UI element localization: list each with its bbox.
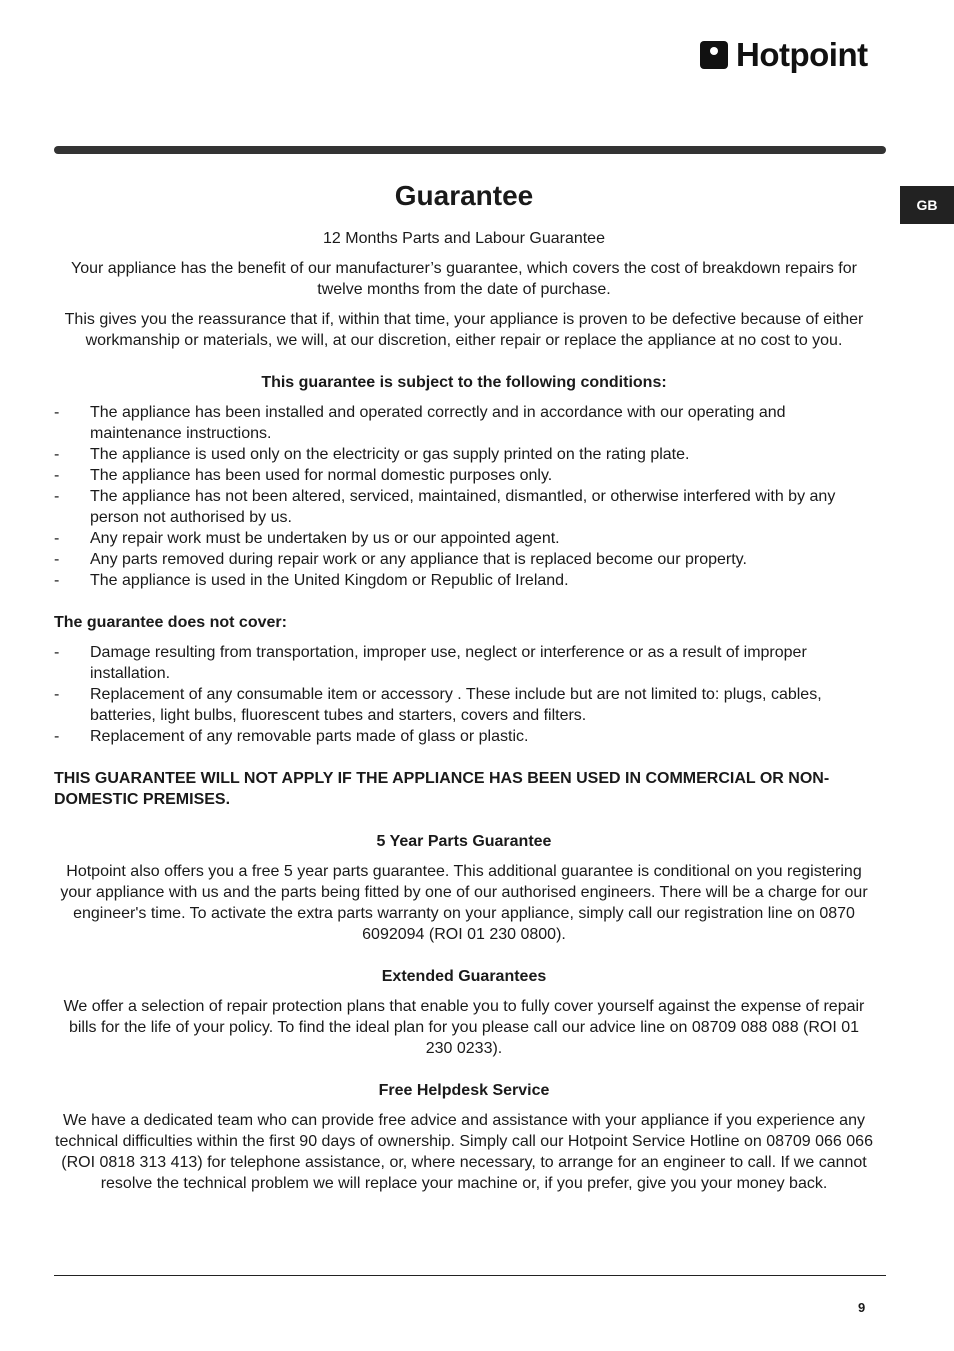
helpdesk-heading: Free Helpdesk Service (378, 1082, 550, 1099)
brand-logo (700, 38, 868, 71)
language-tab-label: GB (916, 197, 938, 213)
footer-divider (54, 1275, 886, 1276)
subtitle: 12 Months Parts and Labour Guarantee (323, 230, 605, 247)
conditions-list (54, 402, 874, 591)
extended-text: We offer a selection of repair protection plans that enable you to fully cover yourself against the expense of repair bills for the life of your policy. To find the ideal plan for you please call our advice line on 08709 088 088 (ROI 01 230 0233). (63, 998, 865, 1057)
list-item: - Any repair work must be undertaken by us or our appointed agent. (54, 530, 560, 547)
five-year-text: Hotpoint also offers you a free 5 year parts guarantee. This additional guarantee is conditional on you registering your appliance with us and the parts being fitted by one of our authorised engineers. There will be a charge for our engineer's time. To activate the extra parts warranty on your appliance, simply call our registration line on 0870 6092094 (ROI 01 230 0800). (60, 863, 868, 943)
logo-text: Hotpoint (736, 36, 868, 73)
list-item: - Any parts removed during repair work or any appliance that is replaced become our property. (54, 551, 747, 568)
conditions-heading: This guarantee is subject to the following conditions: (261, 374, 667, 391)
page-content (54, 178, 874, 1194)
hotpoint-logo-icon (700, 41, 728, 69)
not-cover-list (54, 642, 874, 747)
not-cover-heading: The guarantee does not cover: (54, 614, 287, 631)
page-title: Guarantee (394, 180, 534, 211)
intro-paragraph-2: This gives you the reassurance that if, within that time, your appliance is proven to be defective because of either workmanship or materials, we will, at our discretion, either repair or replace the appliance at no cost to you. (64, 311, 864, 349)
list-item: - The appliance has been installed and operated correctly and in accordance with our operating and maintenance instructions. (54, 404, 786, 442)
page-number: 9 (858, 1300, 866, 1315)
header-divider (54, 146, 886, 154)
list-item: - The appliance has been used for normal domestic purposes only. (54, 467, 553, 484)
intro-paragraph-1: Your appliance has the benefit of our manufacturer’s guarantee, which covers the cost of breakdown repairs for twelve months from the date of purchase. (71, 260, 857, 298)
language-tab (900, 186, 954, 224)
list-item: - The appliance has not been altered, serviced, maintained, dismantled, or otherwise interfered with by any person not authorised by us. (54, 488, 836, 526)
extended-heading: Extended Guarantees (381, 968, 547, 985)
list-item: - Replacement of any removable parts made of glass or plastic. (54, 728, 529, 745)
helpdesk-text: We have a dedicated team who can provide free advice and assistance with your appliance if you experience any technical difficulties within the first 90 days of ownership. Simply call our Hotpoint Service Hotline on 08709 066 066 (ROI 0818 313 413) for telephone assistance, or, where necessary, to arrange for an engineer to call. If we cannot resolve the technical problem we will replace your machine or, if you prefer, give you your money back. (55, 1112, 873, 1192)
list-item: - The appliance is used only on the electricity or gas supply printed on the rating plate. (54, 446, 690, 463)
list-item: - Damage resulting from transportation, improper use, neglect or interference or as a result of improper installation. (54, 644, 807, 682)
commercial-use-warning: THIS GUARANTEE WILL NOT APPLY IF THE APPLIANCE HAS BEEN USED IN COMMERCIAL OR NON-DOMESTIC PREMISES. (54, 770, 830, 808)
list-item: - Replacement of any consumable item or accessory . These include but are not limited to: plugs, cables, batteries, light bulbs, fluorescent tubes and starters, covers and filters. (54, 686, 822, 724)
five-year-heading: 5 Year Parts Guarantee (376, 833, 552, 850)
list-item: - The appliance is used in the United Kingdom or Republic of Ireland. (54, 572, 569, 589)
